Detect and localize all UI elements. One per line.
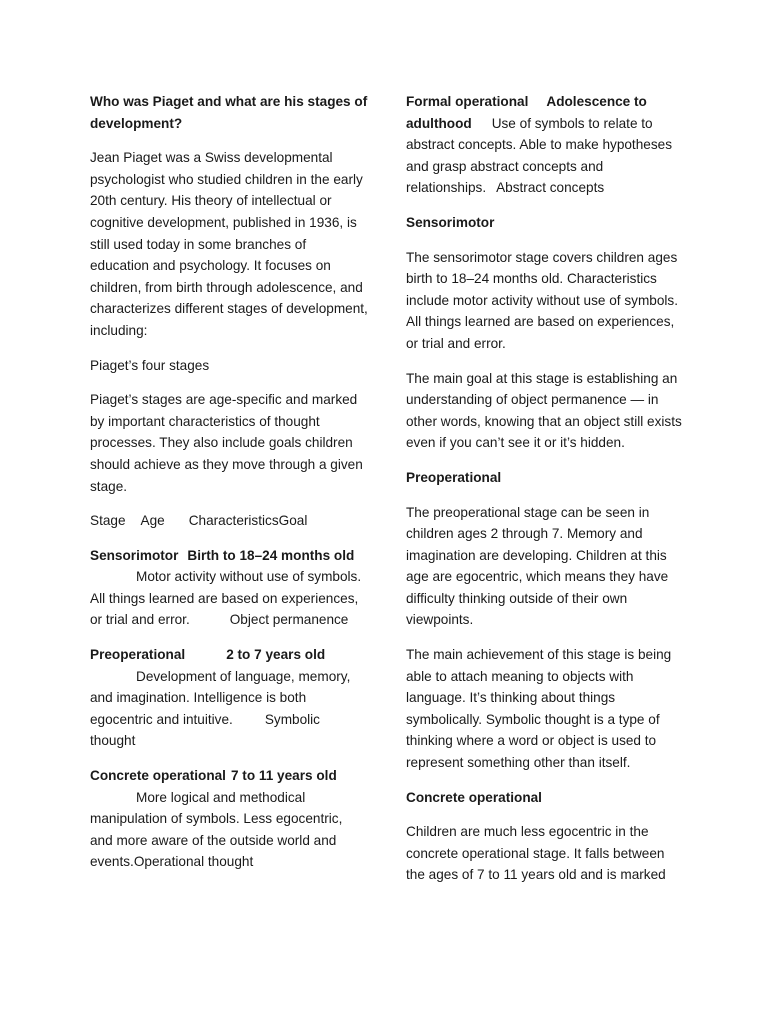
row-characteristics: Motor activity without use of symbols. All things learned are based on experiences, or trial and error.: [90, 569, 365, 628]
table-header-characteristics: Characteristics: [188, 513, 279, 529]
sensorimotor-paragraph-1: The sensorimotor stage covers children ages birth to 18–24 months old. Characteristics include motor activity without use of symbols. All things learned are based on experiences, or trial and error.: [406, 249, 682, 351]
table-header-age: Age: [140, 513, 165, 529]
row-goal: Object permanence: [229, 612, 349, 628]
left-column: [90, 91, 372, 886]
row-stage: Formal operational: [406, 94, 529, 109]
row-stage: Sensorimotor: [90, 547, 179, 563]
row-characteristics: More logical and methodical manipulation of symbols. Less egocentric, and more aware of the outside world and events.: [90, 789, 347, 870]
stages-subheading: Piaget’s four stages: [90, 357, 210, 373]
intro-paragraph: Jean Piaget was a Swiss developmental psychologist who studied children in the early 20th century. His theory of intellectual or cognitive development, published in 1936, is still used today in some branches of education and psychology. It focuses on children, from birth through adolescence, and characterizes different stages of development, including:: [90, 150, 372, 338]
preoperational-paragraph-2: The main achievement of this stage is being able to attach meaning to objects with language. It’s thinking about things symbolically. Symbolic thought is a type of thinking where a word or object is used to represent something other than itself.: [406, 647, 676, 771]
table-header-stage: Stage: [90, 513, 126, 529]
table-row-preoperational: [90, 644, 368, 752]
row-age: Adolescence to adulthood: [406, 94, 651, 131]
row-characteristics: Use of symbols to relate to abstract concepts. Able to make hypotheses and grasp abstract concepts and relationships.: [406, 115, 676, 196]
sensorimotor-paragraph-2: The main goal at this stage is establishing an understanding of object permanence — in other words, knowing that an object still exists even if you can’t see it or it’s hidden.: [406, 370, 686, 451]
row-goal: Abstract concepts: [496, 180, 605, 196]
table-header-goal: Goal: [278, 513, 308, 529]
section-heading-preoperational: Preoperational: [406, 469, 502, 485]
table-row-formal-operational: [406, 91, 686, 199]
table-header-row: [90, 510, 368, 532]
concrete-operational-paragraph-1: Children are much less egocentric in the concrete operational stage. It falls between the ages of 7 to 11 years old and is marked: [406, 824, 669, 883]
article-heading: Who was Piaget and what are his stages of development?: [90, 94, 372, 131]
table-row-sensorimotor: [90, 545, 368, 631]
row-age: Birth to 18–24 months old: [187, 547, 355, 563]
stages-intro-paragraph: Piaget’s stages are age-specific and marked by important characteristics of thought processes. They also include goals children should achieve as they move through a given stage.: [90, 392, 367, 494]
row-stage: Concrete operational: [90, 768, 226, 784]
row-goal: Symbolic thought: [90, 711, 324, 749]
row-stage: Preoperational: [90, 647, 186, 663]
row-age: 2 to 7 years old: [226, 647, 326, 663]
row-characteristics: Development of language, memory, and imagination. Intelligence is both egocentric and intuitive.: [90, 668, 355, 727]
row-goal: Operational thought: [133, 854, 254, 870]
preoperational-paragraph-1: The preoperational stage can be seen in children ages 2 through 7. Memory and imagination are developing. Children at this age are egocentric, which means they have difficulty thinking outside of their own viewpoints.: [406, 504, 672, 628]
section-heading-sensorimotor: Sensorimotor: [406, 214, 495, 230]
table-row-concrete-operational: [90, 765, 368, 873]
section-heading-concrete-operational: Concrete operational: [406, 789, 542, 805]
row-age: 7 to 11 years old: [230, 768, 337, 784]
right-column: [406, 91, 686, 899]
